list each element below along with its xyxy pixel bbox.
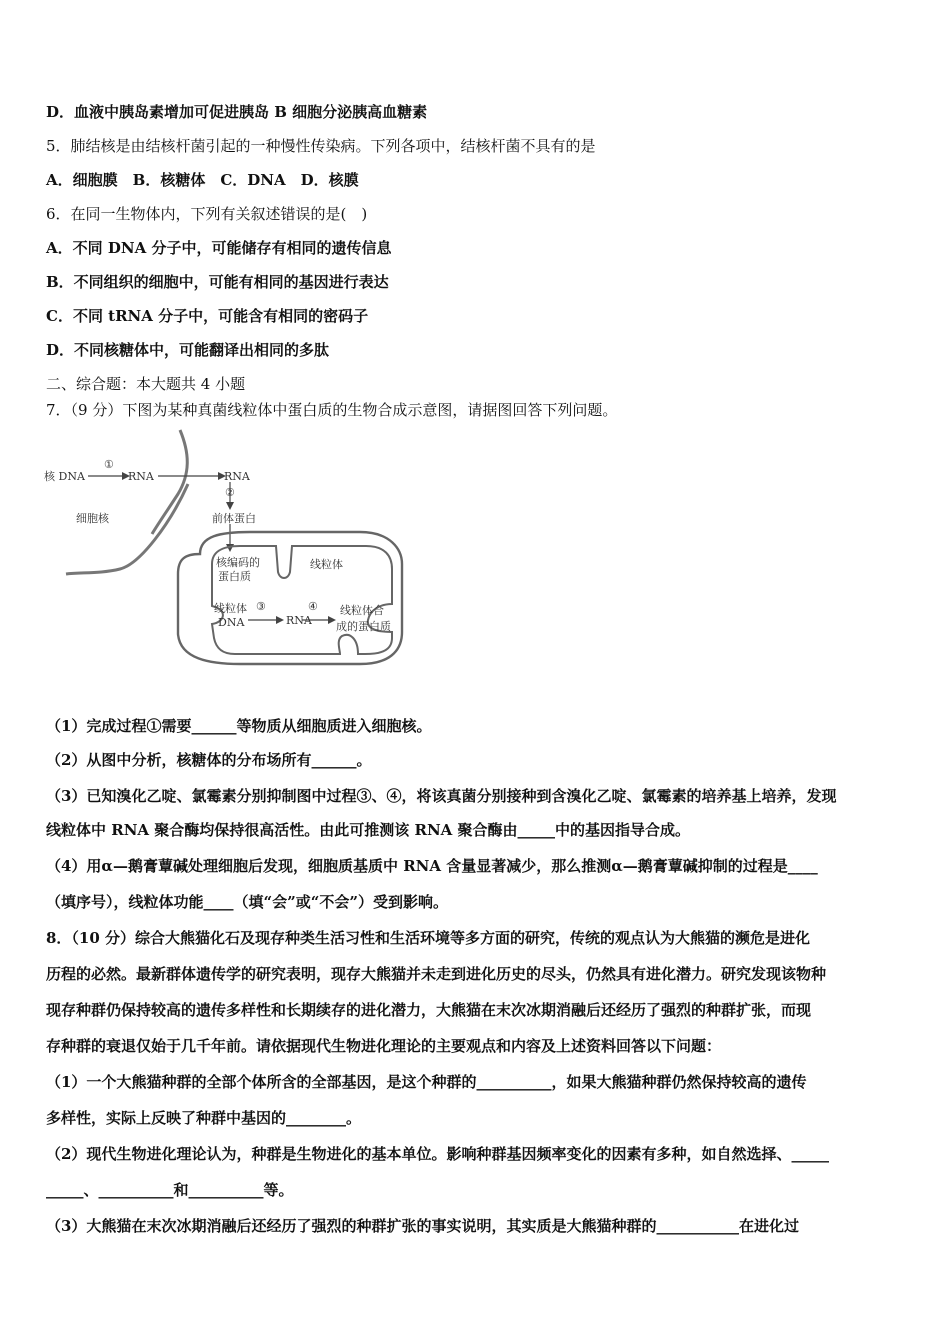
q7-part-1: （1）完成过程①需要______等物质从细胞质进入细胞核。 <box>46 717 432 735</box>
label-rna-1: RNA <box>128 470 154 483</box>
q7-part-4-line-2: （填序号），线粒体功能____（填“会”或“不会”）受到影响。 <box>46 893 449 911</box>
question-7: 7．（9 分）下图为某种真菌线粒体中蛋白质的生物合成示意图，请据图回答下列问题。 <box>46 401 618 419</box>
arrow-2-head <box>226 502 234 510</box>
label-step-4: ④ <box>308 600 318 613</box>
label-precursor-protein: 前体蛋白 <box>212 512 256 525</box>
question-8-line-2: 历程的必然。最新群体遗传学的研究表明，现存大熊猫并未走到进化历史的尽头，仍然具有进化潜力。研究发现该物种 <box>46 965 827 983</box>
label-mito-protein-1: 线粒体合 <box>340 604 384 617</box>
label-mito-protein-2: 成的蛋白质 <box>336 620 391 633</box>
q7-part-3-line-2: 线粒体中 RNA 聚合酶均保持很高活性。由此可推测该 RNA 聚合酶由_____中的基因指导合成。 <box>46 821 691 839</box>
q8-part-1-line-2: 多样性，实际上反映了种群中基因的________。 <box>46 1109 362 1127</box>
q8-part-2-line-1: （2）现代生物进化理论认为，种群是生物进化的基本单位。影响种群基因频率变化的因素有多种，如自然选择、_____ <box>46 1145 829 1163</box>
question-5: 5．肺结核是由结核杆菌引起的一种慢性传染病。下列各项中，结核杆菌不具有的是 <box>46 137 596 155</box>
question-8-line-4: 存种群的衰退仅始于几千年前。请依据现代生物进化理论的主要观点和内容及上述资料回答以下问题： <box>46 1037 722 1055</box>
option-c-q6: C．不同 tRNA 分子中，可能含有相同的密码子 <box>46 307 369 325</box>
option-a-q6: A．不同 DNA 分子中，可能储存有相同的遗传信息 <box>46 239 392 257</box>
nuclear-envelope-bottom <box>66 484 188 574</box>
protein-synthesis-diagram <box>40 424 410 674</box>
label-rna-2: RNA <box>224 470 250 483</box>
diagram-svg <box>40 424 410 674</box>
label-mitochondrion: 线粒体 <box>310 558 343 571</box>
arrow-4-head <box>328 616 336 624</box>
label-mito-dna-2: DNA <box>218 616 245 629</box>
label-step-2: ② <box>225 486 235 499</box>
arrow-3-head <box>276 616 284 624</box>
label-step-1: ① <box>104 458 114 471</box>
label-step-3: ③ <box>256 600 266 613</box>
label-nuclear-dna: 核 DNA <box>44 470 85 483</box>
q7-part-3-line-1: （3）已知溴化乙啶、氯霉素分别抑制图中过程③、④，将该真菌分别接种到含溴化乙啶、氯霉素的培养基上培养，发现 <box>46 787 837 805</box>
q8-part-3-line-1: （3）大熊猫在末次冰期消融后还经历了强烈的种群扩张的事实说明，其实质是大熊猫种群的___________在进化过 <box>46 1217 799 1235</box>
q7-part-4-line-1: （4）用α—鹅膏蕈碱处理细胞后发现，细胞质基质中 RNA 含量显著减少，那么推测α—鹅膏蕈碱抑制的过程是____ <box>46 857 818 875</box>
label-nuclear-encoded-2: 蛋白质 <box>218 570 251 583</box>
question-6: 6．在同一生物体内，下列有关叙述错误的是( ) <box>46 205 368 223</box>
q8-part-1-line-1: （1）一个大熊猫种群的全部个体所含的全部基因，是这个种群的__________，如果大熊猫种群仍然保持较高的遗传 <box>46 1073 807 1091</box>
label-nuclear-encoded-1: 核编码的 <box>216 556 260 569</box>
question-8-line-1: 8．（10 分）综合大熊猫化石及现存种类生活习性和生活环境等多方面的研究，传统的观点认为大熊猫的濒危是进化 <box>46 929 811 947</box>
question-5-options: A．细胞膜 B．核糖体 C．DNA D．核膜 <box>46 171 359 189</box>
option-d-q4: D．血液中胰岛素增加可促进胰岛 B 细胞分泌胰高血糖素 <box>46 103 428 121</box>
q7-part-2: （2）从图中分析，核糖体的分布场所有______。 <box>46 751 372 769</box>
option-b-q6: B．不同组织的细胞中，可能有相同的基因进行表达 <box>46 273 389 291</box>
label-nucleus: 细胞核 <box>76 512 109 525</box>
label-mito-dna-1: 线粒体 <box>214 602 247 615</box>
q8-part-2-line-2: _____、__________和__________等。 <box>46 1181 294 1199</box>
question-8-line-3: 现存种群仍保持较高的遗传多样性和长期续存的进化潜力，大熊猫在末次冰期消融后还经历了强烈的种群扩张，而现 <box>46 1001 812 1019</box>
section-heading: 二、综合题：本大题共 4 小题 <box>46 375 246 393</box>
option-d-q6: D．不同核糖体中，可能翻译出相同的多肽 <box>46 341 330 359</box>
label-rna-3: RNA <box>286 614 312 627</box>
